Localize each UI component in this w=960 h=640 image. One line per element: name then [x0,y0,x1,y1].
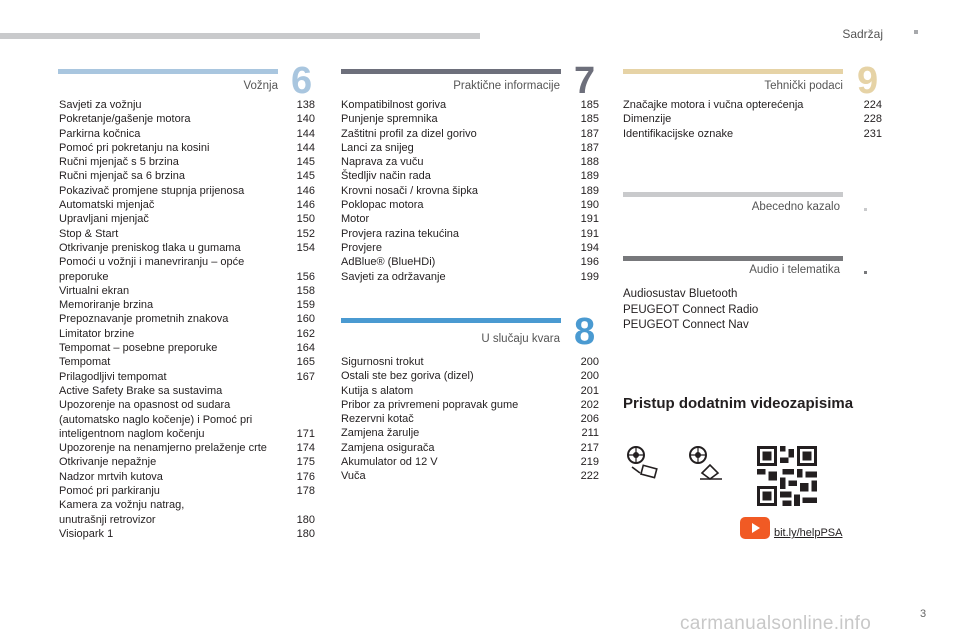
toc-entry-title: Otkrivanje nepažnje [59,456,157,469]
toc-entry-page: 217 [580,441,599,454]
toc-entry-page: 176 [296,470,315,483]
toc-entry-page: 200 [580,370,599,383]
toc-entry[interactable] [59,198,315,212]
toc-entry[interactable] [341,441,599,455]
toc-entry-title: Kamera za vožnju natrag, unutrašnji retrovizor [59,499,185,526]
toc-entry-title: Naprava za vuču [341,156,424,169]
toc-entry-title: Automatski mjenjač [59,199,155,212]
toc-entry-title: Ostali ste bez goriva (dizel) [341,370,474,383]
toc-entry[interactable] [341,141,599,155]
toc-entry-title: Ručni mjenjač sa 6 brzina [59,170,185,183]
section-8-number: 8 [574,311,596,353]
toc-entry[interactable] [59,184,315,198]
toc-entry-title: Visiopark 1 [59,527,114,540]
toc-entry[interactable] [59,441,315,455]
section-8-list [341,355,599,484]
toc-entry-page: 222 [580,470,599,483]
audio-item[interactable]: PEUGEOT Connect Radio [623,303,759,316]
toc-entry[interactable] [341,169,599,183]
section-7-bar [341,69,561,74]
toc-entry-page: 171 [296,427,315,440]
toc-entry-page: 180 [296,527,315,540]
toc-entry-page: 162 [296,327,315,340]
toc-entry[interactable] [59,470,315,484]
toc-entry[interactable] [341,355,599,369]
qr-code-icon [757,446,817,506]
toc-entry-title: Stop & Start [59,227,119,240]
watermark: carmanualsonline.info [680,613,872,634]
toc-entry-page: 138 [296,99,315,111]
toc-entry[interactable] [59,298,315,312]
toc-entry[interactable] [59,169,315,183]
toc-entry-page: 146 [296,184,315,197]
toc-entry-page: 189 [580,170,599,183]
toc-entry-title: Kutija s alatom [341,384,414,397]
toc-entry-page: 228 [863,113,882,126]
toc-entry[interactable] [341,412,599,426]
toc-entry-page: 174 [296,442,315,455]
toc-entry-page: 164 [296,342,315,355]
toc-entry-title: Zamjena žarulje [341,427,420,440]
section-8-bar [341,318,561,323]
page-title: Sadržaj [842,27,883,41]
toc-entry[interactable] [341,384,599,398]
toc-entry[interactable] [59,212,315,226]
toc-entry[interactable] [341,227,599,241]
toc-entry[interactable] [341,155,599,169]
toc-entry-page: 187 [580,127,599,140]
toc-entry-page: 145 [296,170,315,183]
toc-entry[interactable] [341,255,599,269]
toc-entry-page: 191 [580,227,599,240]
toc-entry-page: 180 [296,513,315,526]
toc-entry-title: Otkrivanje preniskog tlaka u gumama [59,241,241,254]
toc-entry[interactable] [59,227,315,241]
toc-entry[interactable] [59,241,315,255]
toc-entry-title: Rezervni kotač [341,413,414,426]
toc-entry-title: Vuča [341,470,366,483]
index-title: Abecedno kazalo [751,201,840,213]
toc-entry-title: Dimenzije [623,113,672,126]
toc-entry[interactable] [59,355,315,369]
toc-entry-page: 188 [580,156,599,169]
page-number: 3 [920,608,927,620]
toc-entry[interactable] [341,369,599,383]
toc-entry-title: Punjenje spremnika [341,113,438,126]
toc-entry[interactable] [341,112,599,126]
index-bar [623,192,843,197]
section-7-list [341,98,599,284]
toc-entry-title: Pomoć pri pokretanju na kosini [59,141,210,154]
toc-entry-page: 187 [580,141,599,154]
videos-title: Pristup dodatnim videozapisima [623,395,854,412]
toc-entry[interactable] [341,184,599,198]
toc-entry[interactable] [623,112,882,126]
toc-entry[interactable] [59,341,315,355]
section-9-title: Tehnički podaci [764,80,843,92]
toc-entry[interactable] [59,312,315,326]
toc-entry-page: 150 [296,213,315,226]
wheel-jack-icon [688,443,726,481]
toc-entry[interactable] [623,98,882,112]
toc-entry-page: 165 [296,356,315,369]
toc-entry-title: Tempomat – posebne preporuke [59,342,218,355]
toc-entry-title: Savjeti za vožnju [59,99,142,111]
toc-entry-page: 200 [580,356,599,368]
section-9-list [623,98,882,141]
toc-entry-page: 224 [863,99,882,111]
toc-entry-page: 144 [296,141,315,154]
header-bar [0,33,480,39]
toc-entry-title: Memoriranje brzina [59,299,154,312]
audio-item[interactable]: PEUGEOT Connect Nav [623,319,749,332]
toc-entry-title: Zaštitni profil za dizel gorivo [341,127,477,140]
toc-entry-page: 211 [581,427,599,440]
toc-entry-page: 159 [296,299,315,312]
section-7-title: Praktične informacije [453,80,560,92]
toc-entry[interactable] [341,127,599,141]
toc-entry-page: 146 [296,199,315,212]
toc-entry-title: Pokretanje/gašenje motora [59,113,191,126]
help-link[interactable]: bit.ly/helpPSA [774,527,843,539]
audio-title: Audio i telematika [749,264,840,276]
toc-entry[interactable] [341,198,599,212]
toc-entry-page: 156 [296,270,315,283]
toc-entry[interactable] [59,155,315,169]
toc-entry-page: 158 [296,284,315,297]
toc-entry-title: Provjere [341,241,382,254]
toc-entry[interactable] [59,112,315,126]
toc-entry-title: Nadzor mrtvih kutova [59,470,163,483]
toc-entry-title: Lanci za snijeg [341,141,414,154]
toc-entry-title: Pokazivač promjene stupnja prijenosa [59,184,245,197]
toc-entry[interactable] [59,284,315,298]
toc-entry-title: Active Safety Brake sa sustavima Upozorenje na opasnost od sudara (automatsko naglo kočenje) i Pomoć pri inteligentnom naglom kočenju [59,384,253,440]
toc-entry[interactable] [341,98,599,112]
toc-entry-title: Upozorenje na nenamjerno prelaženje crte [59,442,267,455]
toc-entry-title: Prilagodljivi tempomat [59,370,167,383]
section-6-bar [58,69,278,74]
toc-entry-title: Limitator brzine [59,327,135,340]
toc-entry-page: 194 [580,241,599,254]
toc-entry-title: Akumulator od 12 V [341,456,438,469]
toc-entry-title: Provjera razina tekućina [341,227,460,240]
section-6-list [59,98,315,541]
toc-entry-page: 185 [580,113,599,126]
toc-entry-page: 202 [580,398,599,411]
toc-entry-title: Pomoći u vožnji i manevriranju – opće preporuke [59,256,245,283]
toc-entry-title: Sigurnosni trokut [341,356,424,368]
toc-entry-title: Štedljiv način rada [341,170,431,183]
toc-entry-page: 201 [580,384,599,397]
toc-entry-page: 189 [580,184,599,197]
toc-entry[interactable] [623,127,882,141]
index-marker [864,208,867,211]
section-7-number: 7 [574,60,596,102]
toc-entry-title: Zamjena osigurača [341,441,435,454]
toc-entry-page: 190 [580,199,599,212]
toc-entry-title: Pribor za privremeni popravak gume [341,398,519,411]
section-6-title: Vožnja [243,80,278,92]
toc-entry-page: 191 [580,213,599,226]
toc-entry-page: 140 [296,113,315,126]
toc-entry[interactable] [59,370,315,384]
toc-entry-page: 199 [580,270,599,283]
toc-entry-page: 231 [863,127,882,140]
toc-entry-title: Tempomat [59,356,111,369]
toc-entry[interactable] [59,98,315,112]
toc-entry[interactable] [341,241,599,255]
audio-item[interactable]: Audiosustav Bluetooth [623,288,738,300]
toc-entry-title: Savjeti za održavanje [341,270,446,283]
toc-entry-title: Krovni nosači / krovna šipka [341,184,478,197]
toc-entry-page: 175 [296,456,315,469]
toc-entry-page: 219 [580,456,599,469]
toc-entry[interactable] [59,484,315,498]
toc-entry[interactable] [341,455,599,469]
toc-entry-title: Poklopac motora [341,199,424,212]
toc-entry-title: Pomoć pri parkiranju [59,485,160,498]
toc-entry-title: Upravljani mjenjač [59,213,149,226]
toc-entry[interactable] [59,384,315,441]
toc-entry-title: Identifikacijske oznake [623,127,734,140]
toc-entry-title: Virtualni ekran [59,284,130,297]
toc-entry-title: Motor [341,213,370,226]
toc-entry-page: 185 [580,99,599,111]
toc-entry[interactable] [59,498,315,527]
toc-entry[interactable] [59,327,315,341]
toc-entry-title: Parkirna kočnica [59,127,141,140]
toc-entry-page: 154 [296,241,315,254]
toc-entry[interactable] [59,255,315,284]
toc-entry[interactable] [341,270,599,284]
toc-entry[interactable] [341,212,599,226]
toc-entry-title: AdBlue® (BlueHDi) [341,256,436,269]
toc-entry[interactable] [59,527,315,541]
toc-entry-page: 152 [296,227,315,240]
toc-entry[interactable] [59,127,315,141]
toc-entry[interactable] [341,426,599,440]
toc-entry-page: 144 [296,127,315,140]
toc-entry-title: Kompatibilnost goriva [341,99,447,111]
wheel-tow-icon [626,443,664,481]
section-9-bar [623,69,843,74]
audio-list [623,287,853,334]
toc-entry-page: 145 [296,156,315,169]
toc-entry-title: Prepoznavanje prometnih znakova [59,313,229,326]
video-play-icon[interactable] [740,517,770,539]
audio-bar [623,256,843,261]
toc-entry[interactable] [341,398,599,412]
section-8-title: U slučaju kvara [481,333,560,345]
toc-entry-page: 206 [580,413,599,426]
toc-entry-page: 167 [296,370,315,383]
section-9-number: 9 [857,60,879,102]
toc-entry[interactable] [341,469,599,483]
toc-entry-title: Značajke motora i vučna opterećenja [623,99,804,111]
header-marker [914,30,918,34]
toc-entry-page: 196 [580,256,599,269]
toc-entry-title: Ručni mjenjač s 5 brzina [59,156,179,169]
audio-marker [864,271,867,274]
section-6-number: 6 [291,60,313,102]
toc-entry[interactable] [59,455,315,469]
toc-entry-page: 160 [296,313,315,326]
toc-entry-page: 178 [296,485,315,498]
toc-entry[interactable] [59,141,315,155]
